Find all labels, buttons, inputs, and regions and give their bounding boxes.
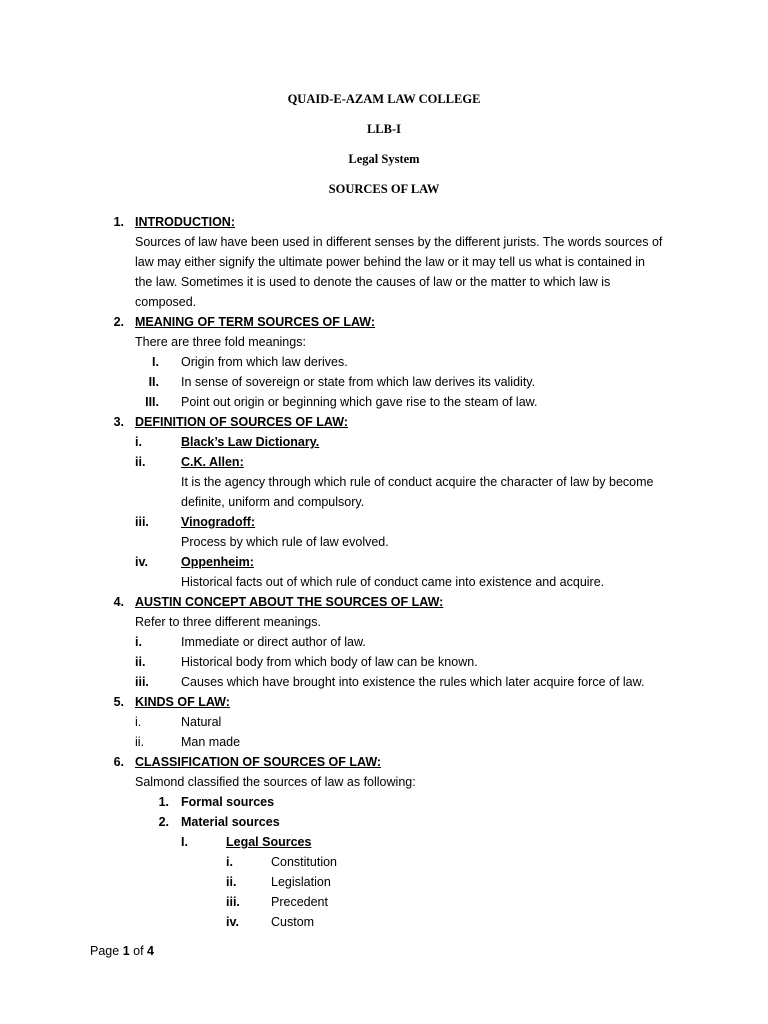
topic-title: SOURCES OF LAW	[328, 182, 440, 196]
page-word: Page	[90, 944, 120, 958]
list-item-text: Material sources	[181, 815, 280, 829]
list-number: 2.	[158, 815, 169, 829]
section-number: 4.	[113, 595, 124, 609]
section-number: 5.	[113, 695, 124, 709]
list-item-text: Causes which have brought into existence the rules which later acquire force of law.	[181, 675, 645, 689]
class-name: LLB-I	[366, 122, 402, 136]
body-text-line: Sources of law have been used in different senses by the different jurists. The words sources of	[135, 235, 663, 249]
section-number: 6.	[113, 755, 124, 769]
section-title-definition: DEFINITION OF SOURCES OF LAW:	[135, 415, 348, 429]
list-item-text: Custom	[271, 915, 315, 929]
list-number: i.	[135, 635, 142, 649]
list-number: i.	[135, 435, 142, 449]
section-intro: Refer to three different meanings.	[135, 615, 321, 629]
list-item-text: Formal sources	[181, 795, 275, 809]
list-item-text: In sense of sovereign or state from which law derives its validity.	[181, 375, 536, 389]
page-footer	[90, 941, 154, 961]
section-title-austin: AUSTIN CONCEPT ABOUT THE SOURCES OF LAW:	[135, 595, 444, 609]
section-number: 3.	[113, 415, 124, 429]
section-title-meaning: MEANING OF TERM SOURCES OF LAW:	[135, 315, 376, 329]
list-number: II.	[148, 375, 159, 389]
section-number: 1.	[113, 215, 124, 229]
current-page-number: 1	[122, 944, 130, 958]
list-item-text: Origin from which law derives.	[181, 355, 348, 369]
definition-text: It is the agency through which rule of conduct acquire the character of law by become	[181, 475, 654, 489]
section-number: 2.	[113, 315, 124, 329]
list-item-text: Precedent	[271, 895, 328, 909]
list-item-text: Immediate or direct author of law.	[181, 635, 366, 649]
list-item-text: Historical body from which body of law can be known.	[181, 655, 478, 669]
list-number: ii.	[135, 455, 146, 469]
subsection-title-legal-sources: Legal Sources	[226, 835, 312, 849]
definition-text: Process by which rule of law evolved.	[181, 535, 389, 549]
list-item-text: Natural	[181, 715, 222, 729]
section-title-kinds: KINDS OF LAW:	[135, 695, 230, 709]
list-number: III.	[145, 395, 159, 409]
list-number: I.	[152, 355, 159, 369]
section-intro: Salmond classified the sources of law as following:	[135, 775, 416, 789]
body-text-line: the law. Sometimes it is used to denote the causes of law or the matter to which law is	[135, 275, 611, 289]
list-number: iii.	[226, 895, 240, 909]
total-page-count: 4	[147, 944, 154, 958]
list-number: 1.	[158, 795, 169, 809]
list-number: i.	[226, 855, 233, 869]
list-number: ii.	[226, 875, 237, 889]
list-number: iv.	[226, 915, 239, 929]
list-number: ii.	[135, 655, 146, 669]
definition-label: C.K. Allen:	[181, 455, 244, 469]
of-word: of	[133, 944, 144, 958]
body-text-line: law may either signify the ultimate power behind the law or it may tell us what is contained in	[135, 255, 645, 269]
section-title-classification: CLASSIFICATION OF SOURCES OF LAW:	[135, 755, 382, 769]
college-name: QUAID-E-AZAM LAW COLLEGE	[287, 92, 481, 106]
subject-name: Legal System	[348, 152, 420, 166]
list-number: i.	[135, 715, 142, 729]
definition-text: definite, uniform and compulsory.	[181, 495, 365, 509]
definition-label: Black’s Law Dictionary.	[181, 435, 320, 449]
list-item-text: Constitution	[271, 855, 338, 869]
section-intro: There are three fold meanings:	[135, 335, 306, 349]
list-item-text: Legislation	[271, 875, 331, 889]
list-number: iii.	[135, 515, 149, 529]
list-number: iii.	[135, 675, 149, 689]
list-item-text: Man made	[181, 735, 241, 749]
list-number: ii.	[135, 735, 145, 749]
body-text-line: composed.	[135, 295, 197, 309]
list-item-text: Point out origin or beginning which gave rise to the steam of law.	[181, 395, 538, 409]
definition-label: Oppenheim:	[181, 555, 254, 569]
list-number: iv.	[135, 555, 148, 569]
section-title-introduction: INTRODUCTION:	[135, 215, 235, 229]
definition-label: Vinogradoff:	[181, 515, 256, 529]
definition-text: Historical facts out of which rule of conduct came into existence and acquire.	[181, 575, 605, 589]
list-number: I.	[181, 835, 188, 849]
